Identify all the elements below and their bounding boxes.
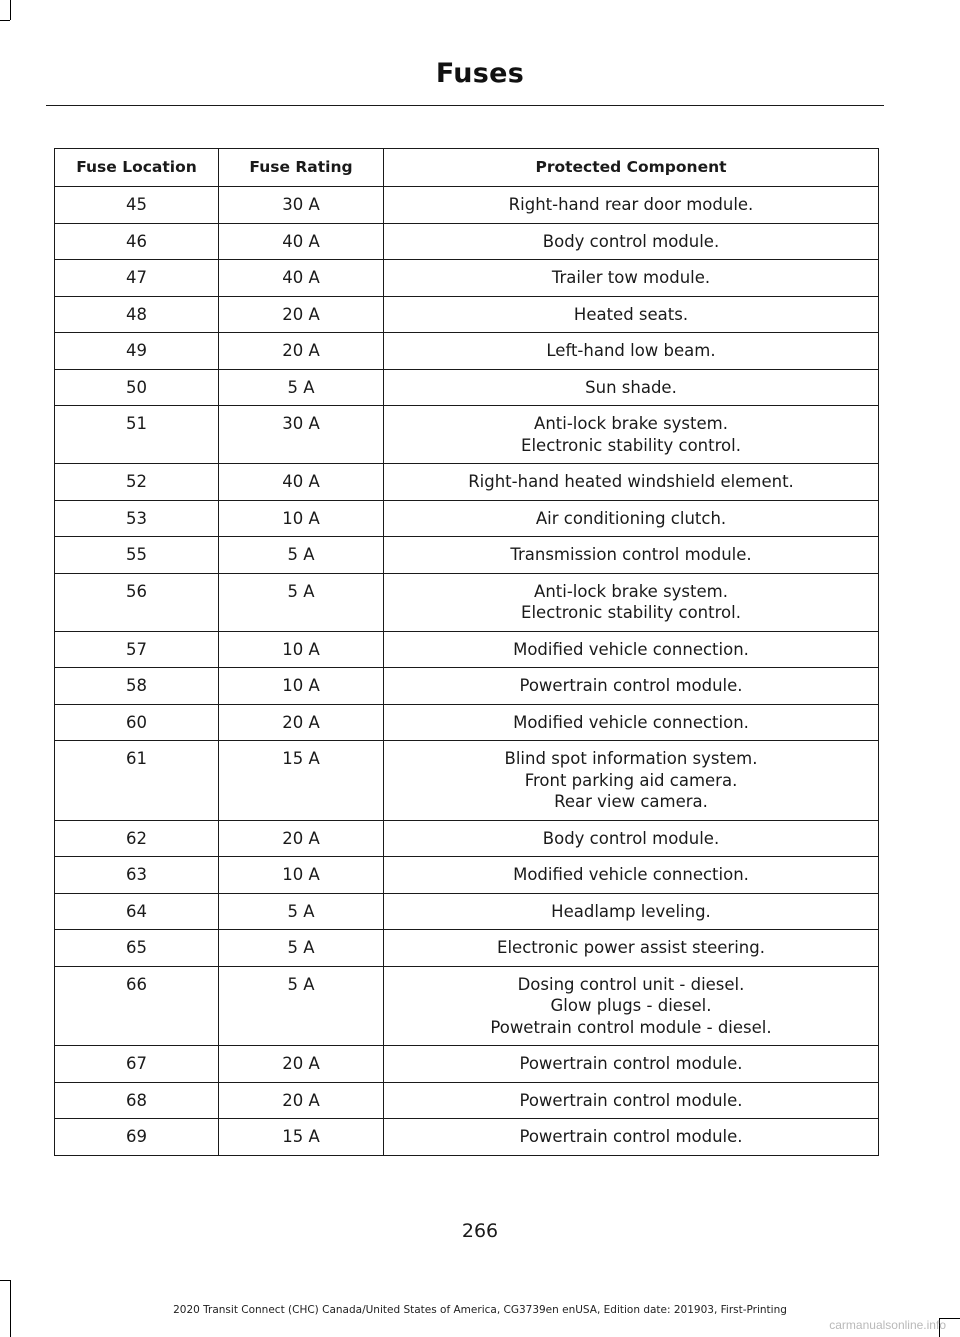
table-row [55,573,879,631]
fuse-rating-cell: 20 A [219,1046,384,1083]
fuse-location-cell: 64 [55,893,219,930]
protected-component-cell [384,537,879,574]
fuse-rating-cell: 5 A [219,966,384,1046]
component-line: Trailer tow module. [551,268,711,287]
fuse-location-cell: 61 [55,741,219,821]
fuse-rating-cell: 20 A [219,704,384,741]
table-row [55,369,879,406]
fuse-location-cell: 55 [55,537,219,574]
fuse-rating-cell: 40 A [219,223,384,260]
table-row [55,296,879,333]
fuse-location-cell: 58 [55,668,219,705]
fuse-rating-cell: 5 A [219,930,384,967]
component-line: Electronic stability control. [521,603,741,622]
crop-mark [10,0,11,20]
protected-component-cell [384,500,879,537]
component-line: Modified vehicle connection. [513,639,749,659]
component-line: Body control module. [542,231,720,251]
table-row [55,1119,879,1156]
fuse-rating-cell: 5 A [219,893,384,930]
fuse-location-cell: 47 [55,260,219,297]
fuse-location-cell: 62 [55,820,219,857]
fuse-location-cell: 67 [55,1046,219,1083]
fuse-rating-cell: 20 A [219,296,384,333]
table-row [55,741,879,821]
fuse-rating-cell: 5 A [219,573,384,631]
protected-component-cell [384,406,879,464]
table-row [55,333,879,370]
table-row [55,820,879,857]
component-line: Glow plugs - diesel. [550,996,712,1015]
fuse-location-cell: 48 [55,296,219,333]
protected-component-cell [384,369,879,406]
page-title: Fuses [435,58,525,89]
fuse-rating-cell: 30 A [219,187,384,224]
table-row [55,1046,879,1083]
protected-component-cell [384,631,879,668]
table-row [55,406,879,464]
fuse-location-cell: 56 [55,573,219,631]
protected-component-cell [384,573,879,631]
component-line: Powertrain control module. [519,676,743,695]
header-fuse-rating: Fuse Rating [219,149,384,187]
component-line: Anti-lock brake system. [534,581,728,601]
fuse-location-cell: 50 [55,369,219,406]
protected-component-cell [384,966,879,1046]
component-line: Rear view camera. [554,792,708,811]
table-row [55,223,879,260]
table-body [55,187,879,1156]
protected-component-cell [384,464,879,501]
table-row [55,1082,879,1119]
fuse-rating-cell: 15 A [219,741,384,821]
fuse-location-cell: 49 [55,333,219,370]
component-line: Blind spot information system. [504,749,758,768]
table-row [55,464,879,501]
component-line: Electronic power assist steering. [497,938,765,957]
component-line: Air conditioning clutch. [535,508,727,528]
component-line: Modified vehicle connection. [513,712,749,732]
fuse-table [54,148,879,1156]
protected-component-cell [384,857,879,894]
table-row [55,704,879,741]
component-line: Front parking aid camera. [524,770,738,790]
component-line: Powertrain control module. [519,1127,743,1146]
table-row [55,893,879,930]
fuse-rating-cell: 5 A [219,369,384,406]
watermark: carmanualsonline.info [829,1318,946,1332]
component-line: Left-hand low beam. [546,341,716,360]
page-number: 266 [461,1220,499,1242]
fuse-rating-cell: 20 A [219,333,384,370]
fuse-location-cell: 53 [55,500,219,537]
fuse-location-cell: 52 [55,464,219,501]
fuse-location-cell: 63 [55,857,219,894]
footer-edition-info: 2020 Transit Connect (CHC) Canada/United States of America, CG3739en enUSA, Edition date: 201903, First-Printing [173,1304,787,1316]
fuse-rating-cell: 15 A [219,1119,384,1156]
component-line: Body control module. [542,828,720,848]
fuse-location-cell: 57 [55,631,219,668]
protected-component-cell [384,820,879,857]
fuse-location-cell: 65 [55,930,219,967]
protected-component-cell [384,1046,879,1083]
fuse-rating-cell: 10 A [219,500,384,537]
fuse-rating-cell: 5 A [219,537,384,574]
header-fuse-location: Fuse Location [55,149,219,187]
protected-component-cell [384,223,879,260]
fuse-rating-cell: 10 A [219,668,384,705]
fuse-location-cell: 68 [55,1082,219,1119]
protected-component-cell [384,333,879,370]
table-row [55,668,879,705]
table-header-row [55,149,879,187]
component-line: Anti-lock brake system. [534,414,728,433]
table-row [55,537,879,574]
header-protected-component: Protected Component [384,149,879,187]
fuse-rating-cell: 40 A [219,260,384,297]
fuse-rating-cell: 20 A [219,1082,384,1119]
protected-component-cell [384,741,879,821]
protected-component-cell [384,893,879,930]
component-line: Powetrain control module - diesel. [490,1017,772,1037]
component-line: Heated seats. [573,304,689,324]
fuse-location-cell: 69 [55,1119,219,1156]
table-row [55,187,879,224]
table-row [55,930,879,967]
protected-component-cell [384,296,879,333]
protected-component-cell [384,930,879,967]
component-line: Headlamp leveling. [551,901,711,921]
protected-component-cell [384,1082,879,1119]
table-row [55,631,879,668]
table-row [55,260,879,297]
component-line: Dosing control unit - diesel. [517,974,745,994]
component-line: Right-hand heated windshield element. [468,472,794,491]
component-line: Transmission control module. [510,545,752,564]
component-line: Electronic stability control. [521,435,741,455]
component-line: Right-hand rear door module. [508,195,754,214]
component-line: Powertrain control module. [519,1090,743,1110]
fuse-location-cell: 45 [55,187,219,224]
component-line: Powertrain control module. [519,1054,743,1073]
component-line: Modified vehicle connection. [513,865,749,884]
component-line: Sun shade. [585,377,677,397]
fuse-rating-cell: 30 A [219,406,384,464]
fuse-rating-cell: 10 A [219,857,384,894]
protected-component-cell [384,704,879,741]
protected-component-cell [384,187,879,224]
protected-component-cell [384,260,879,297]
protected-component-cell [384,668,879,705]
fuse-location-cell: 46 [55,223,219,260]
table-row [55,857,879,894]
fuse-location-cell: 66 [55,966,219,1046]
table-row [55,500,879,537]
fuse-location-cell: 51 [55,406,219,464]
title-divider [46,105,884,106]
fuse-rating-cell: 40 A [219,464,384,501]
fuse-rating-cell: 20 A [219,820,384,857]
protected-component-cell [384,1119,879,1156]
crop-mark [0,1280,10,1281]
crop-mark [0,20,10,21]
fuse-location-cell: 60 [55,704,219,741]
fuse-rating-cell: 10 A [219,631,384,668]
table-row [55,966,879,1046]
